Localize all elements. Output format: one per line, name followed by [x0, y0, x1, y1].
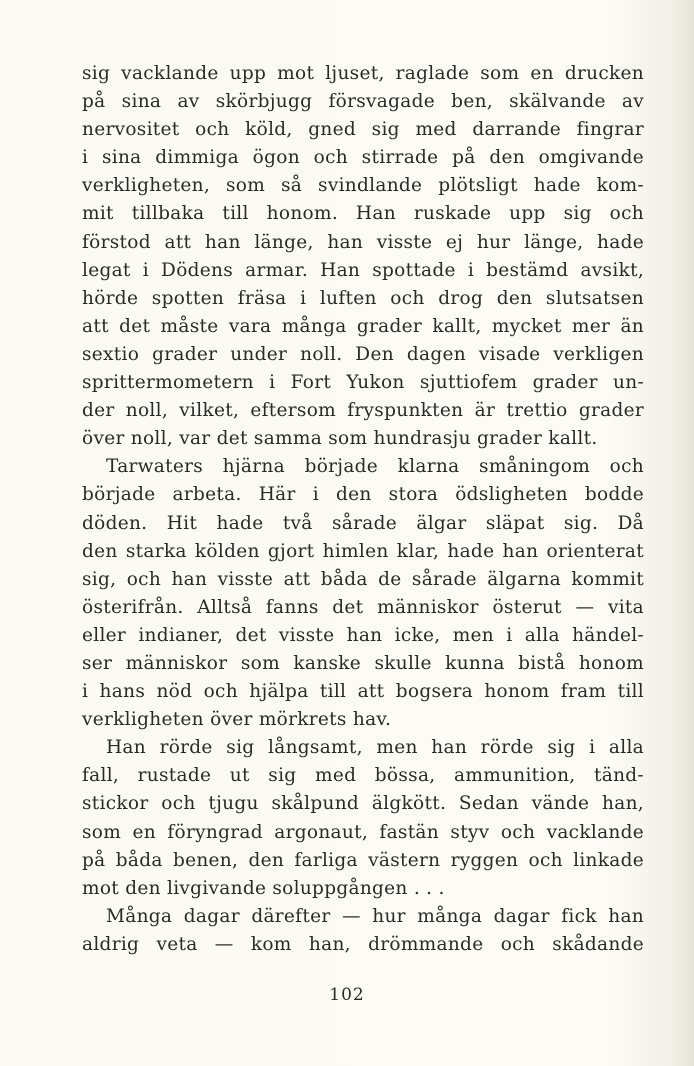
- text-line: eller indianer, det visste han icke, men i alla händel-: [82, 624, 644, 646]
- text-line: verkligheten, som så svindlande plötsligt hade kom-: [82, 175, 644, 197]
- text-line: hörde spotten fräsa i luften och drog den slutsatsen: [82, 287, 644, 309]
- text-line: att det måste vara många grader kallt, mycket mer än: [82, 315, 644, 337]
- text-line: stickor och tjugu skålpund älgkött. Sedan vände han,: [82, 793, 644, 815]
- text-line: der noll, vilket, eftersom fryspunkten är trettio grader: [82, 400, 644, 422]
- text-line: döden. Hit hade två sårade älgar släpat sig. Då: [82, 512, 644, 534]
- text-line: mit tillbaka till honom. Han ruskade upp sig och: [82, 203, 644, 225]
- text-line: sig, och han visste att båda de sårade älgarna kommit: [82, 568, 644, 590]
- text-line: över noll, var det samma som hundrasju grader kallt.: [82, 428, 598, 450]
- text-line: sextio grader under noll. Den dagen visade verkligen: [82, 343, 644, 365]
- page-number: 102: [329, 985, 365, 1005]
- text-line: österifrån. Alltså fanns det människor österut — vita: [82, 596, 644, 618]
- text-line: legat i Dödens armar. Han spottade i bestämd avsikt,: [82, 259, 644, 281]
- text-line: som en föryngrad argonaut, fastän styv och vacklande: [82, 821, 644, 843]
- text-line: sprittermometern i Fort Yukon sjuttiofem grader un-: [82, 372, 644, 394]
- text-line: i sina dimmiga ögon och stirrade på den omgivande: [82, 147, 644, 169]
- text-line: Många dagar därefter — hur många dagar fick han: [106, 905, 644, 927]
- text-line: Han rörde sig långsamt, men han rörde sig i alla: [106, 737, 644, 759]
- text-line: på båda benen, den farliga västern ryggen och linkade: [82, 849, 644, 871]
- text-line: ser människor som kanske skulle kunna bistå honom: [82, 652, 644, 674]
- text-line: aldrig veta — kom han, drömmande och skådande: [82, 933, 644, 955]
- text-line: Tarwaters hjärna började klarna småningom och: [106, 456, 644, 478]
- text-line: sig vacklande upp mot ljuset, raglade som en drucken: [82, 63, 644, 84]
- text-line: i hans nöd och hjälpa till att bogsera honom fram till: [82, 681, 644, 703]
- text-line: mot den livgivande soluppgången . . .: [82, 877, 445, 899]
- text-line: började arbeta. Här i den stora ödsligheten bodde: [82, 484, 644, 506]
- text-line: nervositet och köld, gned sig med darrande fingrar: [82, 119, 644, 141]
- text-line: förstod att han länge, han visste ej hur länge, hade: [82, 231, 644, 253]
- text-line: verkligheten över mörkrets hav.: [82, 709, 392, 731]
- text-line: på sina av skörbjugg försvagade ben, skälvande av: [82, 91, 644, 113]
- text-line: den starka kölden gjort himlen klar, hade han orienterat: [82, 540, 644, 562]
- body-text: [82, 60, 644, 959]
- text-line: fall, rustade ut sig med bössa, ammunition, tänd-: [82, 765, 644, 787]
